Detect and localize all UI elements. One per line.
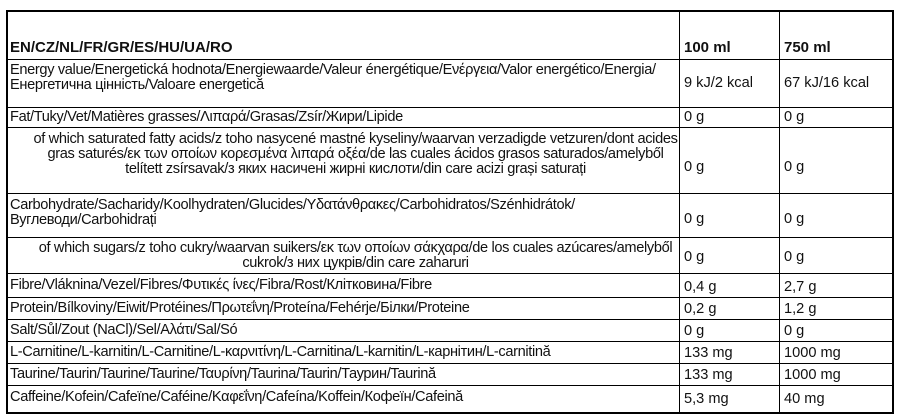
row-value-750ml: 0 g <box>784 159 805 175</box>
table-header-row <box>8 12 892 60</box>
table-row-protein <box>8 298 892 320</box>
header-100ml-cell <box>680 12 780 59</box>
row-label: Energy value/Energetická hodnota/Energiewaarde/Valeur énergétique/Ενέργεια/Valor energético/Energia/Енергетична цінність/Valoare energetică <box>10 62 656 93</box>
row-value-750ml: 2,7 g <box>784 279 817 295</box>
table-row-carbohydrate <box>8 194 892 238</box>
row-value-750ml: 0 g <box>784 211 805 227</box>
row-value-750ml: 1,2 g <box>784 301 817 317</box>
table-row-sugars <box>8 238 892 274</box>
header-languages: EN/CZ/NL/FR/GR/ES/HU/UA/RO <box>10 39 233 56</box>
row-label: Protein/Bílkoviny/Eiwit/Protéines/Πρωτεΐνη/Proteína/Fehérje/Білки/Proteine <box>10 300 470 316</box>
row-value-100ml: 0 g <box>684 159 705 175</box>
row-value-750ml: 1000 mg <box>784 345 841 361</box>
table-row-fat <box>8 108 892 128</box>
row-value-100ml: 9 kJ/2 kcal <box>684 75 753 91</box>
table-row-energy <box>8 60 892 108</box>
row-label: of which saturated fatty acids/z toho nasycené mastné kyseliny/waarvan verzadigde vetzuren/dont acides gras saturés/εκ των οποίων κορεσμένα λιπαρά οξέα/de las cuales ácidos grasos saturados/amelyből telített zsírsavak/з яких насичені жирні кислоти/din care acizi grași saturați <box>33 131 678 177</box>
header-750ml-cell <box>780 12 892 59</box>
row-label: L-Carnitine/L-karnitin/L-Carnitine/L-καρνιτίνη/L-Carnitina/L-karnitin/L-карнітин/L-carnitină <box>10 344 551 360</box>
row-value-100ml: 133 mg <box>684 367 733 383</box>
row-value-100ml: 0 g <box>684 109 705 125</box>
row-label: Carbohydrate/Sacharidy/Koolhydraten/Glucides/Υδατάνθρακες/Carbohidratos/Szénhidrátok/Вуглеводи/Carbohidrați <box>10 197 575 228</box>
row-value-750ml: 1000 mg <box>784 367 841 383</box>
row-label: of which sugars/z toho cukry/waarvan suikers/εκ των οποίων σάκχαρα/de los cuales azúcares/amelyből cukrok/з них цукрів/din care zaharuri <box>38 240 673 271</box>
row-value-100ml: 0,4 g <box>684 279 717 295</box>
header-languages-cell <box>8 12 680 59</box>
row-value-750ml: 0 g <box>784 249 805 265</box>
row-value-750ml: 0 g <box>784 323 805 339</box>
row-value-100ml: 5,3 mg <box>684 391 729 407</box>
table-row-saturated-fat <box>8 128 892 194</box>
row-label: Taurine/Taurin/Taurine/Taurine/Ταυρίνη/Taurina/Taurin/Таурин/Taurină <box>10 366 436 382</box>
row-value-750ml: 0 g <box>784 109 805 125</box>
table-row-taurine <box>8 364 892 386</box>
row-value-100ml: 0 g <box>684 323 705 339</box>
header-100ml: 100 ml <box>684 39 731 56</box>
row-value-100ml: 0 g <box>684 249 705 265</box>
row-value-100ml: 0 g <box>684 211 705 227</box>
row-label: Caffeine/Kofein/Cafeïne/Caféine/Καφεΐνη/Cafeína/Koffein/Кофеїн/Cafeină <box>10 389 463 405</box>
header-750ml: 750 ml <box>784 39 831 56</box>
row-value-100ml: 0,2 g <box>684 301 717 317</box>
row-label: Fibre/Vláknina/Vezel/Fibres/Φυτικές ίνες/Fibra/Rost/Клітковина/Fibre <box>10 277 432 293</box>
row-value-750ml: 40 mg <box>784 391 825 407</box>
table-row-salt <box>8 320 892 342</box>
row-label: Fat/Tuky/Vet/Matières grasses/Λιπαρά/Grasas/Zsír/Жири/Lipide <box>10 109 403 125</box>
row-label: Salt/Sůl/Zout (NaCl)/Sel/Αλάτι/Sal/Só <box>10 322 238 338</box>
table-row-caffeine <box>8 386 892 412</box>
row-value-100ml: 133 mg <box>684 345 733 361</box>
nutrition-table <box>6 10 894 414</box>
row-value-750ml: 67 kJ/16 kcal <box>784 75 870 91</box>
table-row-fibre <box>8 274 892 298</box>
table-row-l-carnitine <box>8 342 892 364</box>
